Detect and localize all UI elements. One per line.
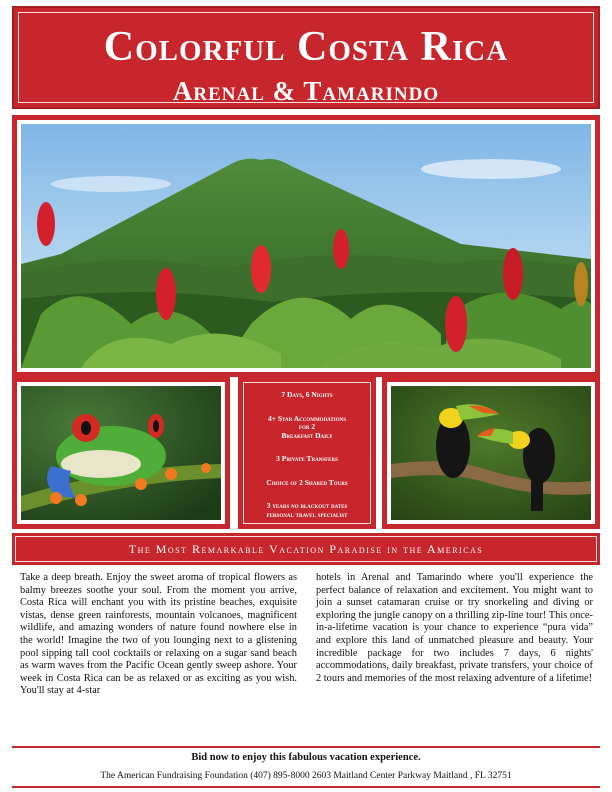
feature-tours: Choice of 2 Shared Tours bbox=[266, 477, 348, 487]
keel-billed-toucans-photo bbox=[391, 386, 591, 520]
header-banner bbox=[12, 6, 600, 109]
arenal-volcano-photo bbox=[21, 124, 591, 368]
call-to-action: Bid now to enjoy this fabulous vacation experience. bbox=[191, 752, 421, 763]
footer-rule-bottom bbox=[12, 786, 600, 788]
main-photo-frame bbox=[12, 115, 600, 377]
footer-rule-top bbox=[12, 746, 600, 748]
body-text-left: Take a deep breath. Enjoy the sweet aroma of tropical flowers as balmy breezes soothe your soul. From the moment you arrive, Costa Rica will enchant you with its pristine beaches, exquisite vistas, dense green rainforests, mountain volcanoes, magnificent wildlife, and amazing wonders of nature found nowhere else in the world! Imagine the two of you lounging next to a glistening pool sipping tall cool cocktails or relaxing on a sugar sand beach as warm waves from the Pacific Ocean gently sweep ashore. Your week in Costa Rica can be as relaxed or as exciting as you wish. You'll stay at 4-star bbox=[20, 572, 297, 697]
red-eyed-tree-frog-photo bbox=[21, 386, 221, 520]
footer-address: The American Fundraising Foundation (407) 895-8000 2603 Maitland Center Parkway Maitland , FL 32751 bbox=[100, 771, 512, 781]
page-subtitle: Arenal & Tamarindo bbox=[172, 76, 440, 106]
tagline-text: The Most Remarkable Vacation Paradise in the Americas bbox=[15, 536, 597, 562]
body-text-right: hotels in Arenal and Tamarindo where you'll experience the perfect balance of relaxation and excitement. You might want to join a sunset catamaran cruise or try snorkeling and diving or exploring the jungle canopy on a thrilling zip-line tour! This once-in-a-lifetime vacation is your chance to experience “pura vida” and explore this land of unmatched pleasure and beauty. Your incredible package for two includes 7 days, 6 nights' accommodations, daily breakfast, private transfers, your choice of 2 tours and memories of the most relaxing adventure of a lifetime! bbox=[316, 572, 593, 684]
toucan-photo-frame bbox=[382, 377, 600, 529]
feature-transfers: 3 Private Transfers bbox=[276, 454, 338, 463]
feature-duration: 7 Days, 6 Nights bbox=[281, 390, 333, 399]
feature-accommodations: 4+ Star Accommodations for 2 Breakfast Daily bbox=[268, 413, 346, 440]
package-features-list bbox=[243, 382, 371, 524]
package-features-box bbox=[238, 377, 376, 529]
feature-blackout: 3 years no blackout dates personal travel specialist bbox=[266, 501, 348, 519]
tagline-banner bbox=[12, 533, 600, 565]
frog-photo-frame bbox=[12, 377, 230, 529]
header-frame bbox=[18, 12, 594, 106]
page-title: Colorful Costa Rica bbox=[103, 24, 509, 70]
